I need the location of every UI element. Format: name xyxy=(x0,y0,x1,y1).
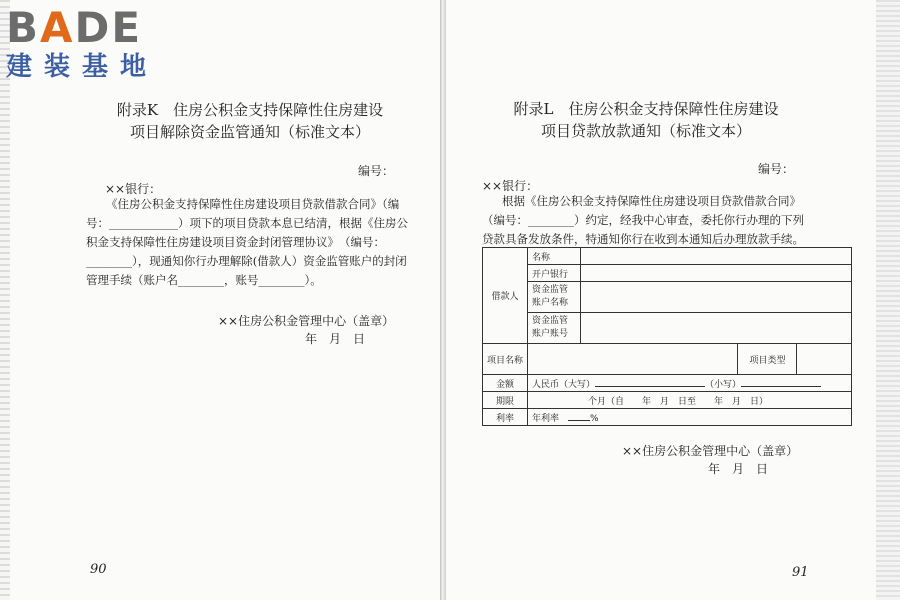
appendix-l-title-line1: 附录L 住房公积金支持保障性住房建设 xyxy=(513,100,779,118)
supervise-account-name-line2: 账户名称 xyxy=(532,298,569,308)
bank-cell xyxy=(581,265,852,282)
amount-text-lowercase: （小写） xyxy=(705,379,742,390)
notice-body xyxy=(482,192,862,249)
rate-cell xyxy=(528,409,852,426)
body-line: 根据《住房公积金支持保障性住房建设项目贷款借款合同》 xyxy=(502,194,801,208)
page-number: 90 xyxy=(90,562,107,577)
brand-logo xyxy=(6,3,176,82)
recipient-bank: ××银行： xyxy=(105,182,162,196)
notice-body xyxy=(86,195,426,290)
brand-logo-wordmark: BADE xyxy=(6,3,143,52)
supervise-account-no-cell xyxy=(581,313,852,344)
page-number: 91 xyxy=(792,565,809,580)
appendix-l-title xyxy=(486,98,806,142)
body-line: 号：____________）项下的项目贷款本息已结清，根据《住房公 xyxy=(86,216,408,230)
issuer-signature: ××住房公积金管理中心（盖章） xyxy=(218,314,395,328)
rate-label: 利率 xyxy=(483,409,528,426)
body-line: 贷款具备发放条件，特通知你行在收到本通知后办理放款手续。 xyxy=(482,232,804,246)
appendix-k-title-line1: 附录K 住房公积金支持保障性住房建设 xyxy=(116,101,384,119)
page-edge-shadow xyxy=(0,0,10,600)
recipient-bank: ××银行： xyxy=(482,179,539,193)
number-label: 编号： xyxy=(758,162,795,176)
name-cell xyxy=(581,248,852,265)
body-line: 管理手续（账户名________，账号________）。 xyxy=(86,273,322,287)
appendix-k-title xyxy=(100,99,400,143)
number-label: 编号： xyxy=(358,164,395,178)
term-label: 期限 xyxy=(483,392,528,409)
supervise-account-no-label xyxy=(528,313,581,344)
page-edge-shadow xyxy=(876,0,900,600)
appendix-k-title-line2: 项目解除资金监管通知（标准文本） xyxy=(129,123,370,141)
issue-date: 年 月 日 xyxy=(708,462,769,476)
project-name-label: 项目名称 xyxy=(483,344,528,375)
right-page xyxy=(446,0,900,600)
borrower-header: 借款人 xyxy=(483,248,528,344)
supervise-account-name-line1: 资金监管 xyxy=(532,285,569,295)
project-type-label: 项目类型 xyxy=(738,344,797,375)
brand-logo-chinese: 建装基地 xyxy=(6,52,159,82)
supervise-account-no-line1: 资金监管 xyxy=(532,316,569,326)
body-line: 《住房公积金支持保障性住房建设项目贷款借款合同》（编 xyxy=(106,197,400,211)
appendix-l-title-line2: 项目贷款放款通知（标准文本） xyxy=(540,122,751,140)
disbursement-table xyxy=(482,247,852,426)
amount-label: 金额 xyxy=(483,375,528,392)
body-line: ________），现通知你行办理解除(借款人）资金监管账户的封闭 xyxy=(86,254,407,268)
supervise-account-name-cell xyxy=(581,282,852,313)
name-label: 名称 xyxy=(528,248,581,265)
body-line: 积金支持保障性住房建设项目资金封闭管理协议》 （编号： xyxy=(86,235,385,249)
rate-text: 年利率 xyxy=(532,413,560,424)
body-line: （编号：________）约定，经我中心审查，委托你行办理的下列 xyxy=(482,213,804,227)
amount-cell xyxy=(528,375,852,392)
issue-date: 年 月 日 xyxy=(305,332,366,346)
supervise-account-no-line2: 账户账号 xyxy=(532,329,569,339)
left-page xyxy=(0,0,440,600)
rate-percent: % xyxy=(590,413,599,424)
term-cell: 个月（自 年 月 日至 年 月 日） xyxy=(528,392,852,409)
amount-text-uppercase: 人民币（大写） xyxy=(532,379,596,390)
project-name-cell xyxy=(528,344,738,375)
bank-label: 开户银行 xyxy=(528,265,581,282)
supervise-account-name-label xyxy=(528,282,581,313)
project-type-cell xyxy=(797,344,852,375)
issuer-signature: ××住房公积金管理中心（盖章） xyxy=(622,444,799,458)
